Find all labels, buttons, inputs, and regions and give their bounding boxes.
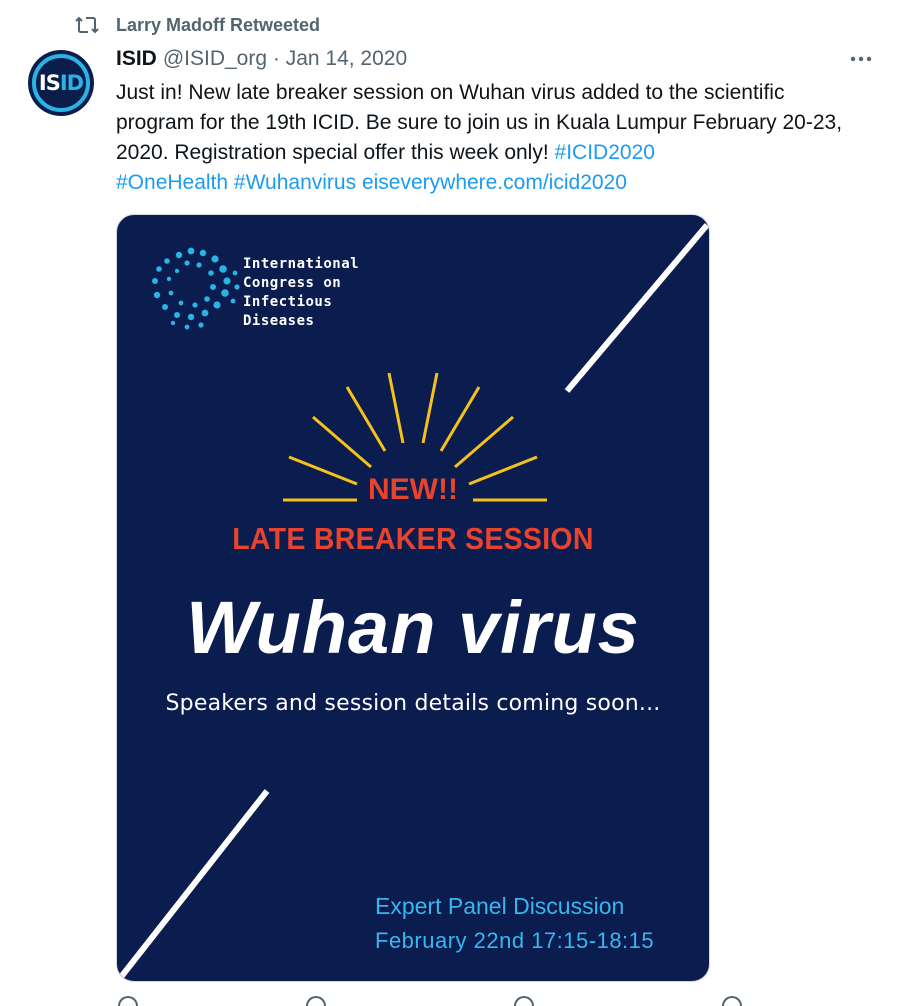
avatar[interactable] xyxy=(28,50,94,116)
panel-info xyxy=(375,893,654,954)
retweet-context[interactable] xyxy=(74,12,320,38)
congress-line-4: Diseases xyxy=(243,313,315,329)
retweet-label: Larry Madoff Retweeted xyxy=(116,14,321,35)
congress-name xyxy=(243,255,359,331)
hashtag-onehealth[interactable]: #OneHealth xyxy=(116,171,229,194)
share-icon[interactable] xyxy=(722,996,742,1006)
author-name[interactable]: ISID xyxy=(116,47,157,70)
hashtag-icid2020[interactable]: #ICID2020 xyxy=(554,141,655,164)
panel-title: Expert Panel Discussion xyxy=(375,893,625,919)
tweet-text xyxy=(116,78,856,198)
headline: Wuhan virus xyxy=(186,586,640,669)
panel-date: February 22nd 17:15-18:15 xyxy=(375,928,655,953)
avatar-logo xyxy=(32,54,90,112)
retweet-action-icon[interactable] xyxy=(306,996,326,1006)
tweet-body: Just in! New late breaker session on Wuhan virus added to the scientific program for the 19th ICID. Be sure to join us in Kuala Lumpur February 20-23, 2020. Registration special offer this week only! xyxy=(116,81,843,164)
avatar-text-main: IS xyxy=(38,71,60,95)
hashtag-wuhanvirus[interactable]: #Wuhanvirus xyxy=(233,171,357,194)
more-dots-icon[interactable] xyxy=(848,46,874,72)
tweet-media-image[interactable] xyxy=(116,214,710,982)
congress-line-2: Congress on xyxy=(243,275,342,291)
congress-line-3: Infectious xyxy=(243,294,333,310)
like-icon[interactable] xyxy=(514,996,534,1006)
diagonal-line-bottom xyxy=(121,791,267,977)
author-meta[interactable]: @ISID_org · Jan 14, 2020 xyxy=(162,47,408,70)
tweet-header xyxy=(116,44,407,74)
subtitle: Speakers and session details coming soon... xyxy=(165,691,661,716)
action-bar xyxy=(116,996,776,1006)
reply-icon[interactable] xyxy=(118,996,138,1006)
congress-line-1: International xyxy=(243,256,360,272)
tweet-link[interactable]: eiseverywhere.com/icid2020 xyxy=(361,171,627,194)
avatar-text-accent: ID xyxy=(59,71,84,95)
retweet-icon xyxy=(74,12,100,38)
new-label: NEW!! xyxy=(368,473,458,506)
dotted-ring-logo-icon xyxy=(152,248,240,330)
late-breaker-label: LATE BREAKER SESSION xyxy=(232,521,594,556)
diagonal-line-top xyxy=(567,225,707,391)
